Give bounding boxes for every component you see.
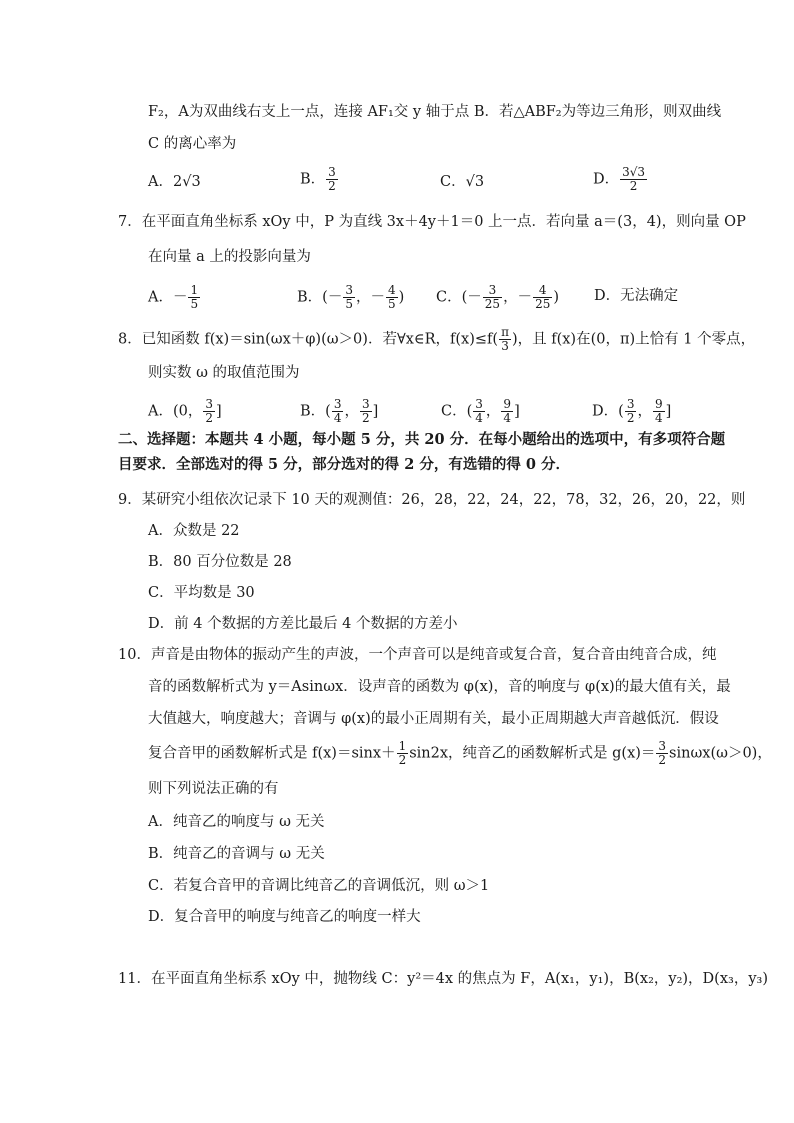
q6-stem-line1: F₂，A为双曲线右支上一点，连接 AF₁交 y 轴于点 B．若△ABF₂为等边三角形，则双曲线 (148, 104, 722, 120)
fraction: $\frac{3}{2}$ (328, 165, 336, 193)
q7-stem-line1: 7．在平面直角坐标系 xOy 中，P 为直线 3x＋4y＋1＝0 上一点．若向量 a＝(3，4)，则向量 OP (118, 214, 746, 230)
q10-option-c: C．若复合音甲的音调比纯音乙的音调低沉，则 ω＞1 (148, 878, 490, 894)
q7-stem-line2: 在向量 a 上的投影向量为 (148, 249, 311, 265)
q9-option-b: B．80 百分位数是 28 (148, 554, 292, 570)
q7-option-d: D．无法确定 (594, 288, 679, 304)
q10-option-b: B．纯音乙的音调与 ω 无关 (148, 846, 325, 862)
q8-stem-line2: 则实数 ω 的取值范围为 (148, 365, 300, 381)
q10-option-d: D．复合音甲的响度与纯音乙的响度一样大 (148, 909, 421, 925)
q7-option-a: A．－ $\frac{1}{5}$ (148, 283, 199, 311)
q8-stem-line1: 8．已知函数 f(x)＝sin(ωx＋φ)(ω＞0)．若∀x∈R，f(x)≤f( $\frac{\pi}{3}$ )，且 f(x)在(0，π)上恰有 1 个零点， (118, 325, 756, 353)
q7-option-c: C．(－ $\frac{3}{25}$ ，－ $\frac{4}{25}$ ) (436, 283, 560, 311)
q8-option-d: D．( $\frac{3}{2}$ ， $\frac{9}{4}$ ] (592, 397, 672, 425)
q6-option-d: D． $\frac{3√3}{2}$ (593, 165, 646, 193)
q6-stem-line2: C 的离心率为 (148, 136, 237, 152)
q8-option-a: A．(0， $\frac{3}{2}$ ] (148, 397, 222, 425)
q8-option-b: B．( $\frac{3}{4}$ ， $\frac{3}{2}$ ] (300, 397, 379, 425)
q10-stem-line5: 则下列说法正确的有 (148, 781, 279, 797)
q10-option-a: A．纯音乙的响度与 ω 无关 (148, 814, 325, 830)
section-heading-line2: 目要求．全部选对的得 5 分，部分选对的得 2 分，有选错的得 0 分． (118, 456, 571, 473)
q9-stem: 9．某研究小组依次记录下 10 天的观测值：26，28，22，24，22，78，32，26，20，22，则 (118, 492, 746, 508)
q10-stem-line2: 音的函数解析式为 y＝Asinωx．设声音的函数为 φ(x)，音的响度与 φ(x)的最大值有关，最 (148, 679, 731, 695)
q10-stem-line4: 复合音甲的函数解析式是 f(x)＝sinx＋ $\frac{1}{2}$ sin2x，纯音乙的函数解析式是 g(x)＝ $\frac{3}{2}$ sinωx(ω＞0)， (148, 739, 772, 767)
q9-option-c: C．平均数是 30 (148, 585, 255, 601)
q6-option-a: A．2√3 (148, 174, 201, 190)
q10-stem-line3: 大值越大，响度越大；音调与 φ(x)的最小正周期有关，最小正周期越大声音越低沉．假设 (148, 711, 719, 727)
q9-option-a: A．众数是 22 (148, 523, 240, 539)
q10-stem-line1: 10．声音是由物体的振动产生的声波，一个声音可以是纯音或复合音，复合音由纯音合成，纯 (118, 647, 717, 663)
q6-option-b: B． $\frac{3}{2}$ (300, 165, 336, 193)
q11-stem: 11．在平面直角坐标系 xOy 中，抛物线 C：y²＝4x 的焦点为 F，A(x₁，y₁)，B(x₂，y₂)，D(x₃，y₃) (118, 971, 768, 987)
fraction: $\frac{3√3}{2}$ (622, 165, 646, 193)
q6-option-c: C．√3 (440, 174, 485, 190)
q7-option-b: B．(－ $\frac{3}{5}$ ，－ $\frac{4}{5}$ ) (297, 283, 405, 311)
q8-option-c: C．( $\frac{3}{4}$ ， $\frac{9}{4}$ ] (441, 397, 520, 425)
q9-option-d: D．前 4 个数据的方差比最后 4 个数据的方差小 (148, 616, 458, 632)
section-heading-line1: 二、选择题：本题共 4 小题，每小题 5 分，共 20 分．在每小题给出的选项中，有多项符合题 (118, 431, 726, 448)
